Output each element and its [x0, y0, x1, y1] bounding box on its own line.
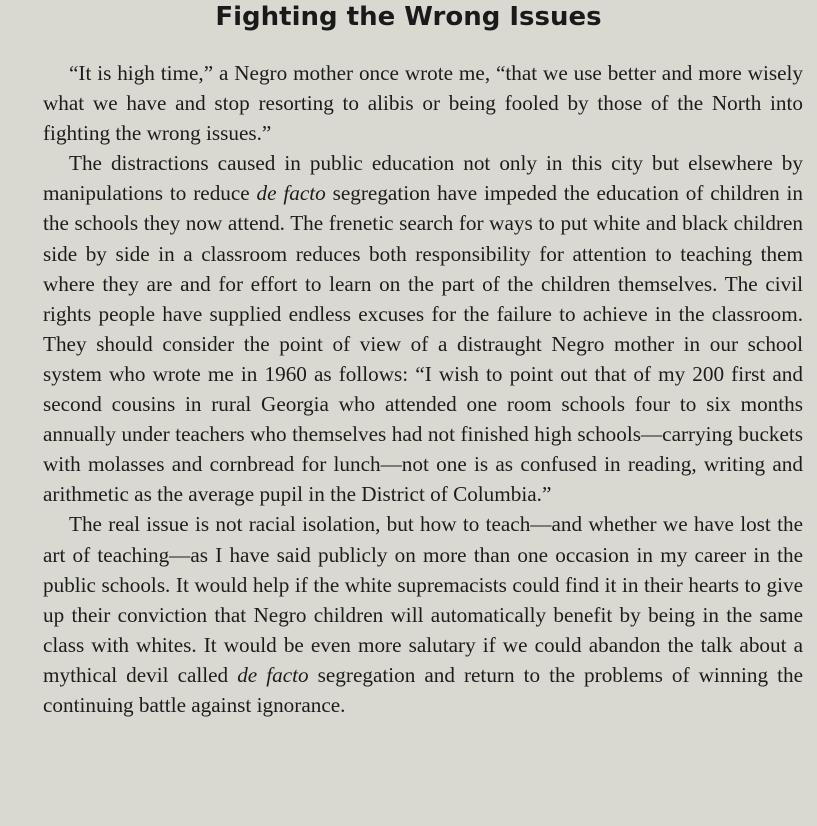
paragraph-3-text-b: segregation and return to the problems of winning the continuing battle against ignorance.	[43, 662, 803, 717]
body-text	[43, 58, 803, 720]
paragraph-2-italic-term: de facto	[256, 181, 326, 206]
paragraph-2-text-a: The distractions caused in public education not only in this city but elsewhere by manipulations to reduce	[43, 151, 803, 206]
paragraph-2-text-b: segregation have impeded the education of children in the schools they now attend. The frenetic search for ways to put white and black children side by side in a classroom reduces both responsibility for attention to teaching them where they are and for effort to learn on the part of the children themselves. The civil rights people have supplied endless excuses for the failure to achieve in the classroom. They should consider the point of view of a distraught Negro mother in our school system who wrote me in 1960 as follows: “I wish to point out that of my 200 first and second cousins in rural Georgia who attended one room schools four to six months annually under teachers who themselves had not finished high schools—carrying buckets with molasses and cornbread for lunch—not one is as confused in reading, writing and arithmetic as the average pupil in the District of Columbia.”	[43, 181, 803, 507]
paragraph-3-text-a: The real issue is not racial isolation, but how to teach—and whether we have lost the art of teaching—as I have said publicly on more than one occasion in my career in the public schools. It would help if the white supremacists could find it in their hearts to give up their conviction that Negro children will automatically benefit by being in the same class with whites. It would be even more salutary if we could abandon the talk about a mythical devil called	[43, 512, 803, 687]
paragraph-2	[43, 148, 803, 509]
paragraph-3	[43, 509, 803, 720]
paragraph-3-italic-term: de facto	[237, 662, 309, 687]
paragraph-1-text: “It is high time,” a Negro mother once wrote me, “that we use better and more wisely what we have and stop resorting to alibis or being fooled by those of the North into fighting the wrong issues.”	[43, 61, 803, 146]
paragraph-1	[43, 58, 803, 148]
section-heading: Fighting the Wrong Issues	[215, 2, 602, 32]
